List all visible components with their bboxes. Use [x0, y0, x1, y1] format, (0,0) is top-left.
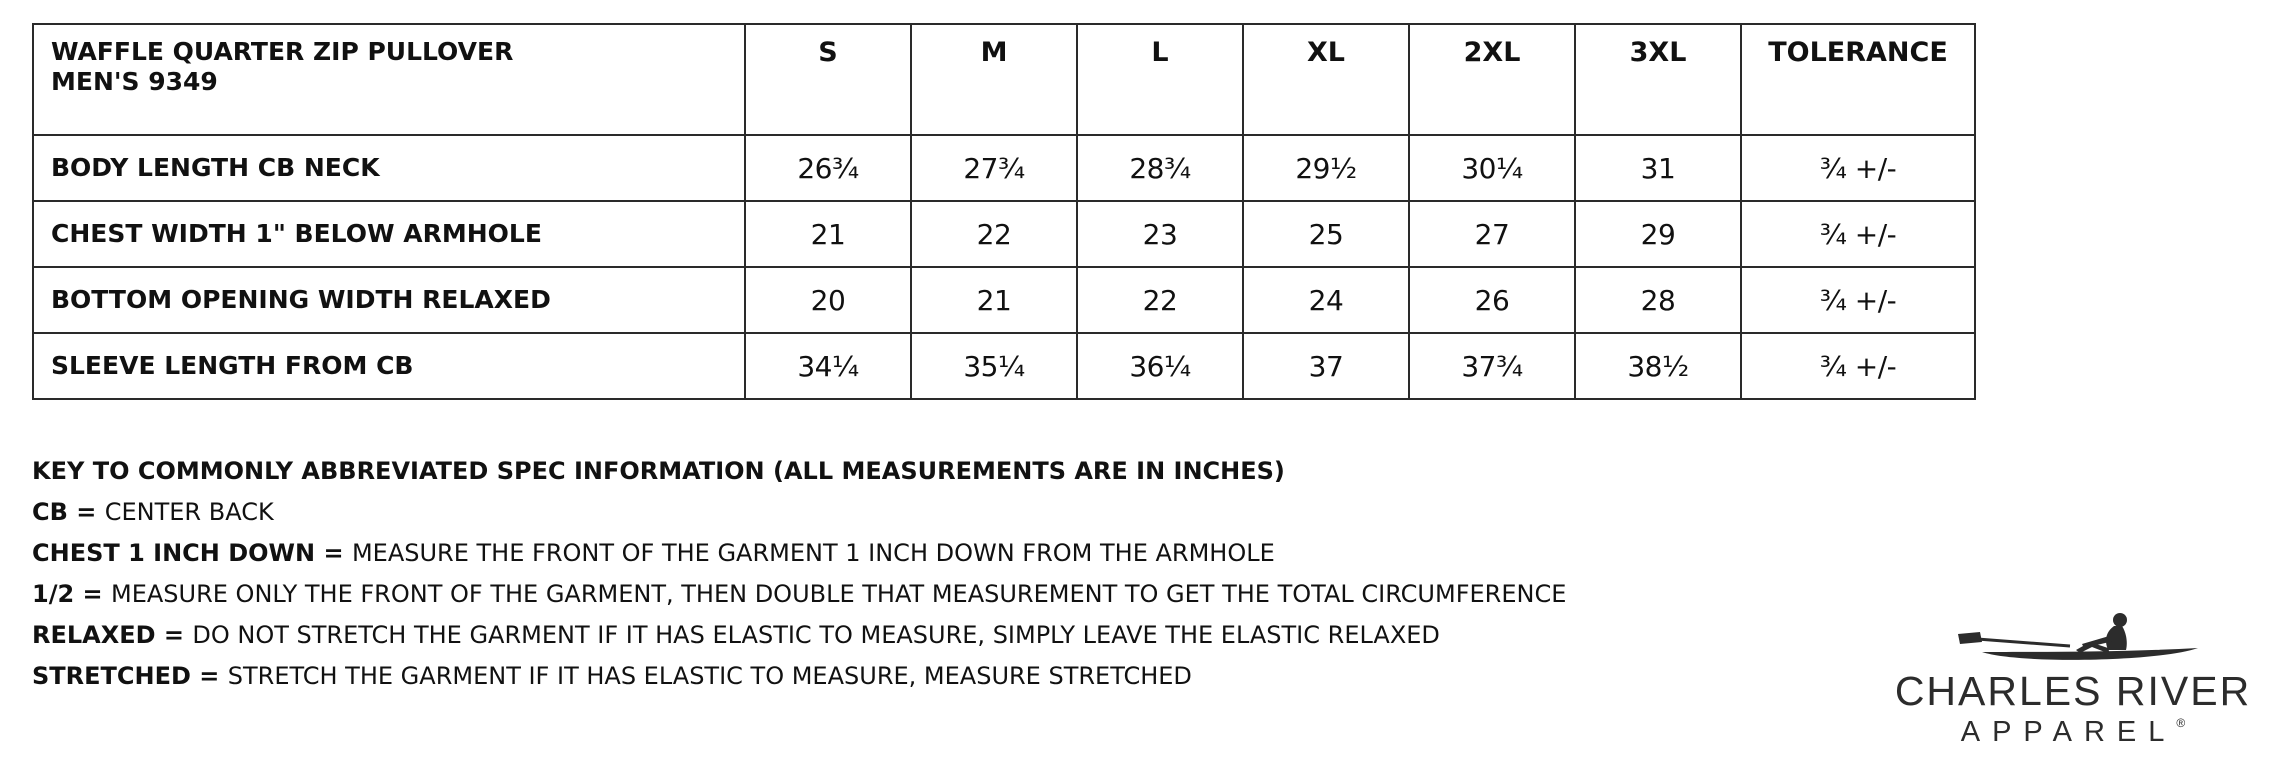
table-row: [33, 135, 1975, 201]
product-style-number: MEN'S 9349: [51, 67, 218, 96]
product-title: [33, 24, 745, 135]
row-label: BODY LENGTH CB NECK: [33, 135, 745, 201]
column-header-3xl: 3XL: [1575, 24, 1741, 135]
key-term: RELAXED: [32, 621, 156, 649]
table-cell: 30¼: [1409, 135, 1575, 201]
key-definition: MEASURE THE FRONT OF THE GARMENT 1 INCH DOWN FROM THE ARMHOLE: [351, 539, 1275, 567]
table-cell: 34¼: [745, 333, 911, 399]
table-cell: 22: [911, 201, 1077, 267]
table-cell: 21: [745, 201, 911, 267]
brand-name: CHARLES RIVER: [1894, 668, 2252, 714]
table-cell: 29½: [1243, 135, 1409, 201]
table-cell: 28¾: [1077, 135, 1243, 201]
table-row: [33, 201, 1975, 267]
table-cell: 21: [911, 267, 1077, 333]
table-cell: 28: [1575, 267, 1741, 333]
spec-table: [32, 23, 1976, 400]
key-item-half: 1/2 = MEASURE ONLY THE FRONT OF THE GARMENT, THEN DOUBLE THAT MEASUREMENT TO GET THE TOTAL CIRCUMFERENCE: [32, 580, 1567, 608]
table-cell: 35¼: [911, 333, 1077, 399]
tolerance-cell: ¾ +/-: [1741, 267, 1975, 333]
table-cell: 37: [1243, 333, 1409, 399]
tolerance-cell: ¾ +/-: [1741, 333, 1975, 399]
brand-sub-text: APPAREL: [1960, 716, 2177, 748]
table-cell: 38½: [1575, 333, 1741, 399]
key-definition: DO NOT STRETCH THE GARMENT IF IT HAS ELASTIC TO MEASURE, SIMPLY LEAVE THE ELASTIC RELAXED: [192, 621, 1440, 649]
key-definition: MEASURE ONLY THE FRONT OF THE GARMENT, THEN DOUBLE THAT MEASUREMENT TO GET THE TOTAL CIRCUMFERENCE: [111, 580, 1567, 608]
rower-icon: [1958, 608, 2198, 666]
table-cell: 29: [1575, 201, 1741, 267]
key-term: CB: [32, 498, 68, 526]
table-cell: 27: [1409, 201, 1575, 267]
key-term: STRETCHED: [32, 662, 191, 690]
registered-mark: ®: [2176, 716, 2186, 730]
brand-logo: [1888, 608, 2258, 748]
key-item-relaxed: RELAXED = DO NOT STRETCH THE GARMENT IF IT HAS ELASTIC TO MEASURE, SIMPLY LEAVE THE ELASTIC RELAXED: [32, 621, 1440, 649]
table-row: [33, 267, 1975, 333]
key-term: 1/2: [32, 580, 75, 608]
table-cell: 31: [1575, 135, 1741, 201]
table-cell: 27¾: [911, 135, 1077, 201]
key-item-chest: CHEST 1 INCH DOWN = MEASURE THE FRONT OF THE GARMENT 1 INCH DOWN FROM THE ARMHOLE: [32, 539, 1275, 567]
row-label: BOTTOM OPENING WIDTH RELAXED: [33, 267, 745, 333]
row-label: SLEEVE LENGTH FROM CB: [33, 333, 745, 399]
key-item-cb: CB = CENTER BACK: [32, 498, 274, 526]
table-cell: 36¼: [1077, 333, 1243, 399]
key-definition: STRETCH THE GARMENT IF IT HAS ELASTIC TO MEASURE, MEASURE STRETCHED: [227, 662, 1192, 690]
column-header-s: S: [745, 24, 911, 135]
column-header-l: L: [1077, 24, 1243, 135]
tolerance-cell: ¾ +/-: [1741, 135, 1975, 201]
table-cell: 22: [1077, 267, 1243, 333]
key-heading: KEY TO COMMONLY ABBREVIATED SPEC INFORMATION (ALL MEASUREMENTS ARE IN INCHES): [32, 457, 1285, 485]
tolerance-cell: ¾ +/-: [1741, 201, 1975, 267]
table-cell: 25: [1243, 201, 1409, 267]
column-header-tolerance: TOLERANCE: [1741, 24, 1975, 135]
column-header-m: M: [911, 24, 1077, 135]
table-cell: 20: [745, 267, 911, 333]
row-label: CHEST WIDTH 1" BELOW ARMHOLE: [33, 201, 745, 267]
key-term: CHEST 1 INCH DOWN: [32, 539, 316, 567]
abbreviation-key: [32, 451, 1566, 697]
table-row: [33, 333, 1975, 399]
product-name: WAFFLE QUARTER ZIP PULLOVER: [51, 37, 514, 66]
table-header-row: [33, 24, 1975, 135]
column-header-xl: XL: [1243, 24, 1409, 135]
column-header-2xl: 2XL: [1409, 24, 1575, 135]
brand-sub: [1888, 716, 2258, 749]
table-cell: 37¾: [1409, 333, 1575, 399]
key-definition: CENTER BACK: [104, 498, 274, 526]
table-cell: 26¾: [745, 135, 911, 201]
table-cell: 24: [1243, 267, 1409, 333]
key-item-stretched: STRETCHED = STRETCH THE GARMENT IF IT HAS ELASTIC TO MEASURE, MEASURE STRETCHED: [32, 662, 1192, 690]
table-cell: 23: [1077, 201, 1243, 267]
table-cell: 26: [1409, 267, 1575, 333]
